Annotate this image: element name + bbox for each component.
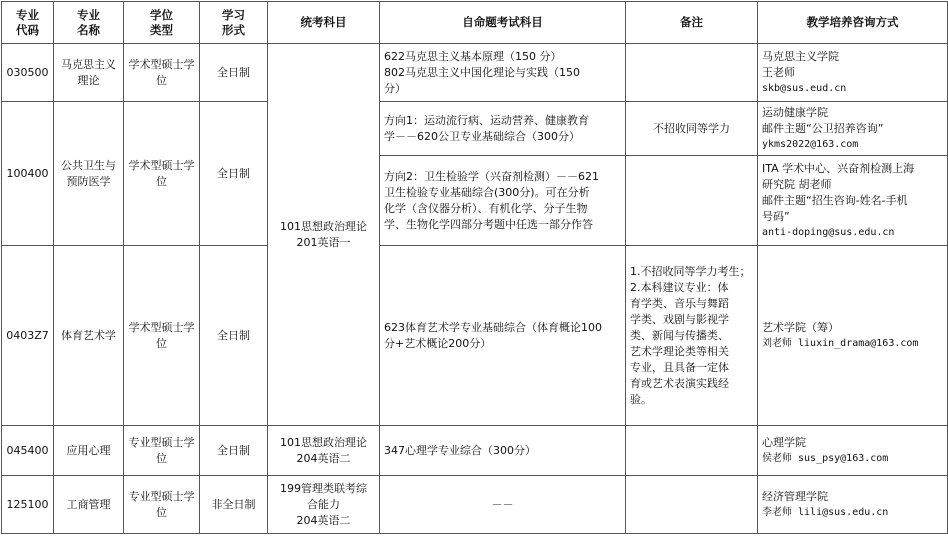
- name-cell: 工商管理: [54, 476, 124, 534]
- contact-cell: ITA 学术中心、兴奋剂检测上海 研究院 胡老师 邮件主题“招生咨询-姓名-手机 号码” anti-doping@sus.edu.cn: [758, 156, 948, 246]
- notes-cell-empty: [626, 156, 758, 246]
- notes-cell: 不招收同等学力: [626, 102, 758, 156]
- contact-teacher-email[interactable]: 刘老师 liuxin_drama@163.com: [762, 337, 919, 349]
- contact-cell: 马克思主义学院 王老师 skb@sus.eud.cn: [758, 44, 948, 102]
- notes-cell-empty: [626, 476, 758, 534]
- code-cell: 100400: [2, 102, 54, 246]
- unified-cell: 101思想政治理论 204英语二: [268, 426, 380, 476]
- contact-teacher-email[interactable]: 侯老师 sus_psy@163.com: [762, 452, 889, 464]
- self-cell: 方向2：卫生检验学（兴奋剂检测）－－621 卫生检验专业基础综合(300分)。可在分析 化学（含仪器分析）、有机化学、分子生物 学、生物化学四部分考题中任选一部分作答: [380, 156, 626, 246]
- mode-cell: 全日制: [200, 246, 268, 426]
- contact-email[interactable]: ykms2022@163.com: [762, 138, 859, 150]
- self-cell: 方向1：运动流行病、运动营养、健康教育 学－－620公卫专业基础综合（300分）: [380, 102, 626, 156]
- header-mode: 学习 形式: [200, 2, 268, 44]
- code-cell: 0403Z7: [2, 246, 54, 426]
- mode-cell: 全日制: [200, 44, 268, 102]
- name-cell: 应用心理: [54, 426, 124, 476]
- table-row: [2, 102, 948, 156]
- header-unified: 统考科目: [268, 2, 380, 44]
- header-notes: 备注: [626, 2, 758, 44]
- mode-cell: 非全日制: [200, 476, 268, 534]
- unified-cell: 199管理类联考综 合能力 204英语二: [268, 476, 380, 534]
- name-cell: 公共卫生与预防医学: [54, 102, 124, 246]
- notes-cell-empty: [626, 44, 758, 102]
- contact-email[interactable]: anti-doping@sus.edu.cn: [762, 226, 895, 238]
- self-cell: 347心理学专业综合（300分）: [380, 426, 626, 476]
- contact-cell: 运动健康学院 邮件主题“公卫招养咨询” ykms2022@163.com: [758, 102, 948, 156]
- contact-email[interactable]: skb@sus.eud.cn: [762, 82, 847, 94]
- header-code: 专业 代码: [2, 2, 54, 44]
- contact-cell: 艺术学院（筹） 刘老师 liuxin_drama@163.com: [758, 246, 948, 426]
- notes-cell-empty: [626, 426, 758, 476]
- code-cell: 030500: [2, 44, 54, 102]
- degree-cell: 学术型硕士学位: [124, 44, 200, 102]
- code-cell: 045400: [2, 426, 54, 476]
- admissions-table: [1, 1, 948, 534]
- header-self: 自命题考试科目: [380, 2, 626, 44]
- degree-cell: 专业型硕士学位: [124, 476, 200, 534]
- name-cell: 体育艺术学: [54, 246, 124, 426]
- table-row: [2, 246, 948, 426]
- header-name: 专业 名称: [54, 2, 124, 44]
- contact-teacher-email[interactable]: 李老师 lili@sus.edu.cn: [762, 506, 889, 518]
- contact-cell: 心理学院 侯老师 sus_psy@163.com: [758, 426, 948, 476]
- degree-cell: 学术型硕士学位: [124, 102, 200, 246]
- degree-cell: 学术型硕士学位: [124, 246, 200, 426]
- self-cell: 622马克思主义基本原理（150 分） 802马克思主义中国化理论与实践（150 分）: [380, 44, 626, 102]
- header-contact: 教学培养咨询方式: [758, 2, 948, 44]
- mode-cell: 全日制: [200, 102, 268, 246]
- name-cell: 马克思主义理论: [54, 44, 124, 102]
- self-cell: －－: [380, 476, 626, 534]
- unified-shared-cell: 101思想政治理论 201英语一: [268, 44, 380, 426]
- degree-cell: 专业型硕士学位: [124, 426, 200, 476]
- contact-cell: 经济管理学院 李老师 lili@sus.edu.cn: [758, 476, 948, 534]
- header-degree: 学位 类型: [124, 2, 200, 44]
- mode-cell: 全日制: [200, 426, 268, 476]
- self-cell: 623体育艺术学专业基础综合（体育概论100 分+艺术概论200分）: [380, 246, 626, 426]
- header-row: [2, 2, 948, 44]
- notes-cell: 1.不招收同等学力考生； 2.本科建议专业：体 育学类、音乐与舞蹈 学类、戏剧与影视学 类、新闻与传播类、 艺术学理论类等相关 专业，且具备一定体 育或艺术表演实践经 验。: [626, 246, 758, 426]
- table-row: [2, 44, 948, 102]
- table-row: [2, 426, 948, 476]
- table-row: [2, 476, 948, 534]
- code-cell: 125100: [2, 476, 54, 534]
